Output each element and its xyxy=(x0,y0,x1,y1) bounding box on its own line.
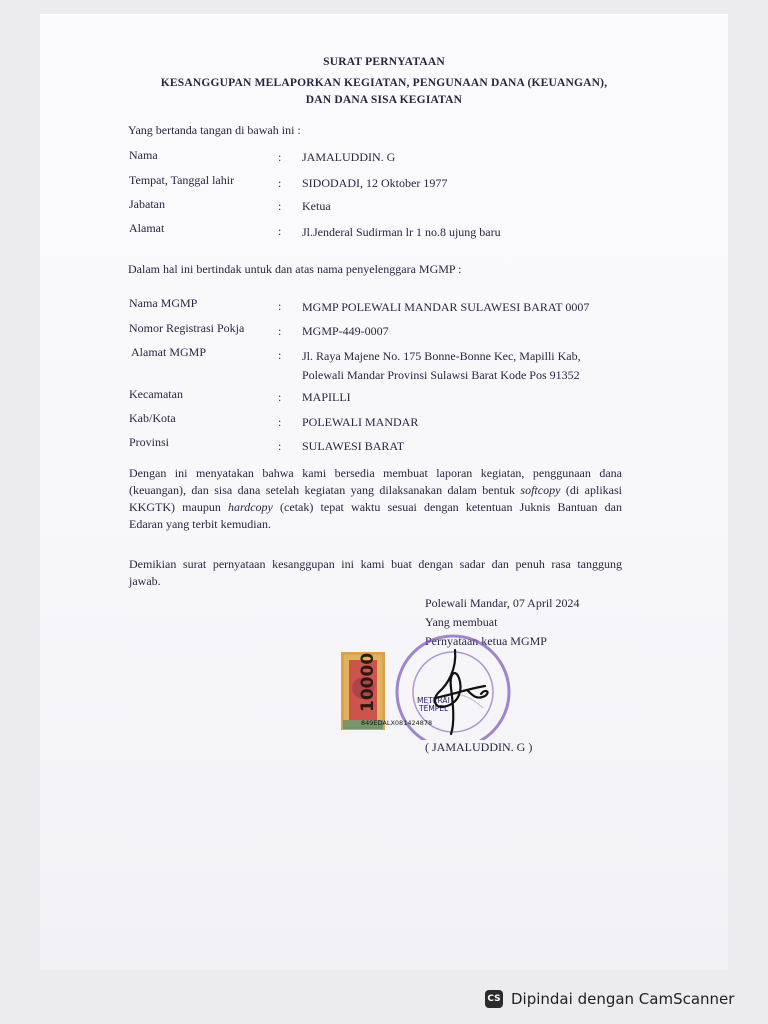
statement-text: KKGTK) maupun xyxy=(129,500,228,514)
colon: : xyxy=(278,390,282,404)
label-registrasi: Nomor Registrasi Pokja xyxy=(129,321,245,335)
statement-text: (di aplikasi xyxy=(560,483,622,497)
meterai-label-1: METERAI xyxy=(417,696,450,705)
label-nama-mgmp: Nama MGMP xyxy=(129,296,198,310)
colon: : xyxy=(278,299,282,313)
label-alamat-mgmp: Alamat MGMP xyxy=(131,345,206,359)
label-kecamatan: Kecamatan xyxy=(129,387,183,401)
value-kecamatan: MAPILLI xyxy=(302,390,351,404)
signer-role-2: Pernyataan ketua MGMP xyxy=(425,634,547,648)
value-provinsi: SULAWESI BARAT xyxy=(302,439,405,453)
on-behalf-text: Dalam hal ini bertindak untuk dan atas nama penyelenggara MGMP : xyxy=(128,262,462,276)
closing-line-2: jawab. xyxy=(129,574,161,588)
hardcopy-term: hardcopy xyxy=(228,500,273,514)
camscanner-logo-icon: CS xyxy=(485,990,503,1008)
stamp-and-signature xyxy=(335,630,525,740)
camscanner-text: Dipindai dengan CamScanner xyxy=(511,990,735,1008)
value-alamat-mgmp-2: Polewali Mandar Provinsi Sulawsi Barat Kode Pos 91352 xyxy=(302,368,580,382)
title-line-1: SURAT PERNYATAAN xyxy=(323,56,445,68)
label-provinsi: Provinsi xyxy=(129,435,170,449)
label-kabkota: Kab/Kota xyxy=(129,411,176,425)
value-nama-mgmp: MGMP POLEWALI MANDAR SULAWESI BARAT 0007 xyxy=(302,300,590,314)
meterai-serial: 849EDALX081424878 xyxy=(361,719,433,727)
value-nama: JAMALUDDIN. G xyxy=(302,150,396,164)
value-kabkota: POLEWALI MANDAR xyxy=(302,415,419,429)
label-jabatan: Jabatan xyxy=(129,197,165,211)
statement-line-2 xyxy=(129,482,622,499)
value-alamat-mgmp-1: Jl. Raya Majene No. 175 Bonne-Bonne Kec, Mapilli Kab, xyxy=(302,349,581,363)
softcopy-term: softcopy xyxy=(520,483,561,497)
value-ttl: SIDODADI, 12 Oktober 1977 xyxy=(302,176,448,190)
title-line-3: DAN DANA SISA KEGIATAN xyxy=(305,94,463,106)
intro-text: Yang bertanda tangan di bawah ini : xyxy=(128,123,301,137)
title-line-2: KESANGGUPAN MELAPORKAN KEGIATAN, PENGUNAAN DANA (KEUANGAN), xyxy=(160,77,608,89)
statement-paragraph xyxy=(129,465,622,533)
label-alamat: Alamat xyxy=(129,221,165,235)
colon: : xyxy=(278,199,282,213)
colon: : xyxy=(278,415,282,429)
camscanner-footer xyxy=(468,983,768,1015)
colon: : xyxy=(278,224,282,238)
closing-line-1: Demikian surat pernyataan kesanggupan ini kami buat dengan sadar dan penuh rasa tanggung xyxy=(129,557,622,571)
meterai-value: 10000 xyxy=(358,652,378,712)
statement-line-3 xyxy=(129,499,622,516)
value-alamat: Jl.Jenderal Sudirman lr 1 no.8 ujung baru xyxy=(302,225,501,239)
closing-paragraph xyxy=(129,556,622,590)
meterai-label-2: TEMPEL xyxy=(419,704,449,713)
label-ttl: Tempat, Tanggal lahir xyxy=(129,173,235,187)
colon: : xyxy=(278,348,282,362)
statement-line-4: Edaran yang terbit kemudian. xyxy=(129,517,271,531)
statement-line-1: Dengan ini menyatakan bahwa kami bersedia membuat laporan kegiatan, penggunaan dana xyxy=(129,466,622,480)
colon: : xyxy=(278,150,282,164)
value-registrasi: MGMP-449-0007 xyxy=(302,324,389,338)
signer-role-1: Yang membuat xyxy=(425,615,498,629)
value-jabatan: Ketua xyxy=(302,199,331,213)
colon: : xyxy=(278,439,282,453)
signer-name: ( JAMALUDDIN. G ) xyxy=(425,740,533,754)
colon: : xyxy=(278,324,282,338)
place-date: Polewali Mandar, 07 April 2024 xyxy=(425,596,580,610)
statement-text: (cetak) tepat waktu sesuai dengan ketentuan Juknis Bantuan dan xyxy=(272,500,622,514)
colon: : xyxy=(278,176,282,190)
label-nama: Nama xyxy=(129,148,158,162)
statement-text: (keuangan), dan sisa dana setelah kegiatan yang dilaksanakan dalam bentuk xyxy=(129,483,521,497)
